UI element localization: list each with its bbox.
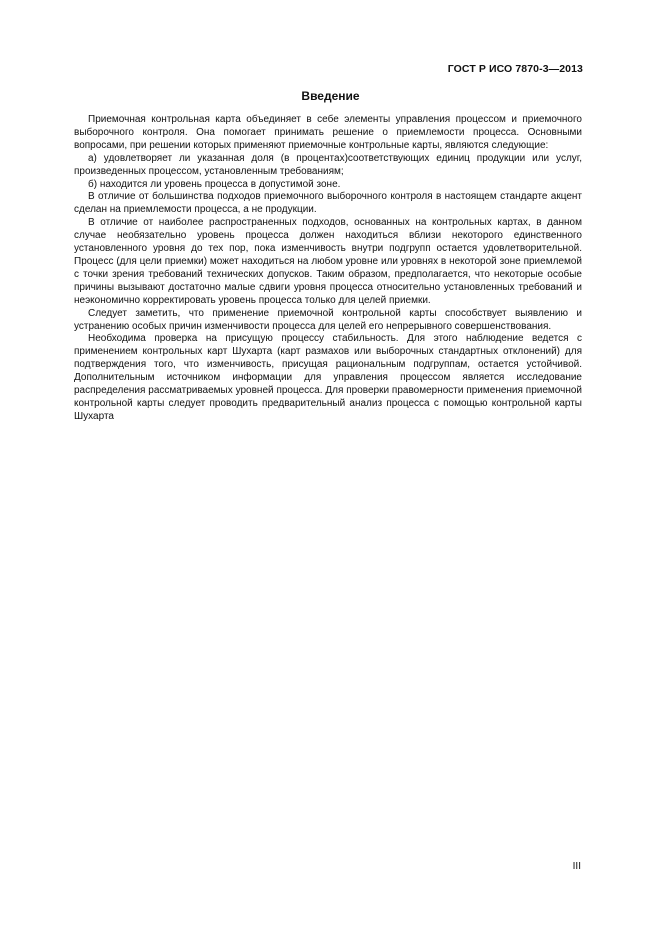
paragraph-stability-check: Необходима проверка на присущую процессу стабильность. Для этого наблюдение ведется с применением контрольных карт Шухарта (карт размахов или выборочных стандартных отклонений) для подтверждения того, что изменчивость, присущая рациональным подгруппам, остается устойчивой. Дополнительным источником информации для управления процессом является исследование распределения рассматриваемых уровней процесса. Для проверки правомерности применения приемочной контрольной карты следует проводить предварительный анализ процесса с помощью контрольной карты Шухарта — [74, 333, 582, 422]
section-title: Введение — [301, 89, 360, 103]
list-item-a: а) удовлетворяет ли указанная доля (в процентах)соответствующих единиц продукции или услуг, произведенных процессом, установленным требованиям; — [74, 152, 582, 177]
page-number: III — [572, 861, 581, 872]
paragraph-special-causes: Следует заметить, что применение приемочной контрольной карты способствует выявлению и устранению особых причин изменчивости процесса для целей его непрерывного совершенствования. — [74, 307, 582, 332]
list-item-b: б) находится ли уровень процесса в допустимой зоне. — [88, 178, 341, 190]
introduction-body — [74, 114, 582, 424]
paragraph-process-level: В отличие от наиболее распространенных подходов, основанных на контрольных картах, в данном случае необязательно уровень процесса должен находиться вблизи некоторого единственного установленного уровня до тех пор, пока изменчивость внутри подгрупп остается удовлетворительной. Процесс (для цели приемки) может находиться на любом уровне или уровнях в некоторой зоне приемлемой с точки зрения требований технических допусков. Таким образом, предполагается, что некоторые особые причины вызывают достаточно малые сдвиги уровня процесса относительно установленных требований и неэкономично корректировать уровень процесса только для целей приемки. — [74, 217, 582, 306]
standard-code-header: ГОСТ Р ИСО 7870-3—2013 — [447, 63, 583, 75]
paragraph-intro: Приемочная контрольная карта объединяет в себе элементы управления процессом и приемочного выборочного контроля. Она помогает принимать решение о приемлемости процесса. Основными вопросами, при решении которых применяют приемочные контрольные карты, являются следующие: — [74, 114, 582, 151]
paragraph-acceptance-focus: В отличие от большинства подходов приемочного выборочного контроля в настоящем стандарте акцент сделан на приемлемости процесса, а не продукции. — [74, 191, 582, 216]
